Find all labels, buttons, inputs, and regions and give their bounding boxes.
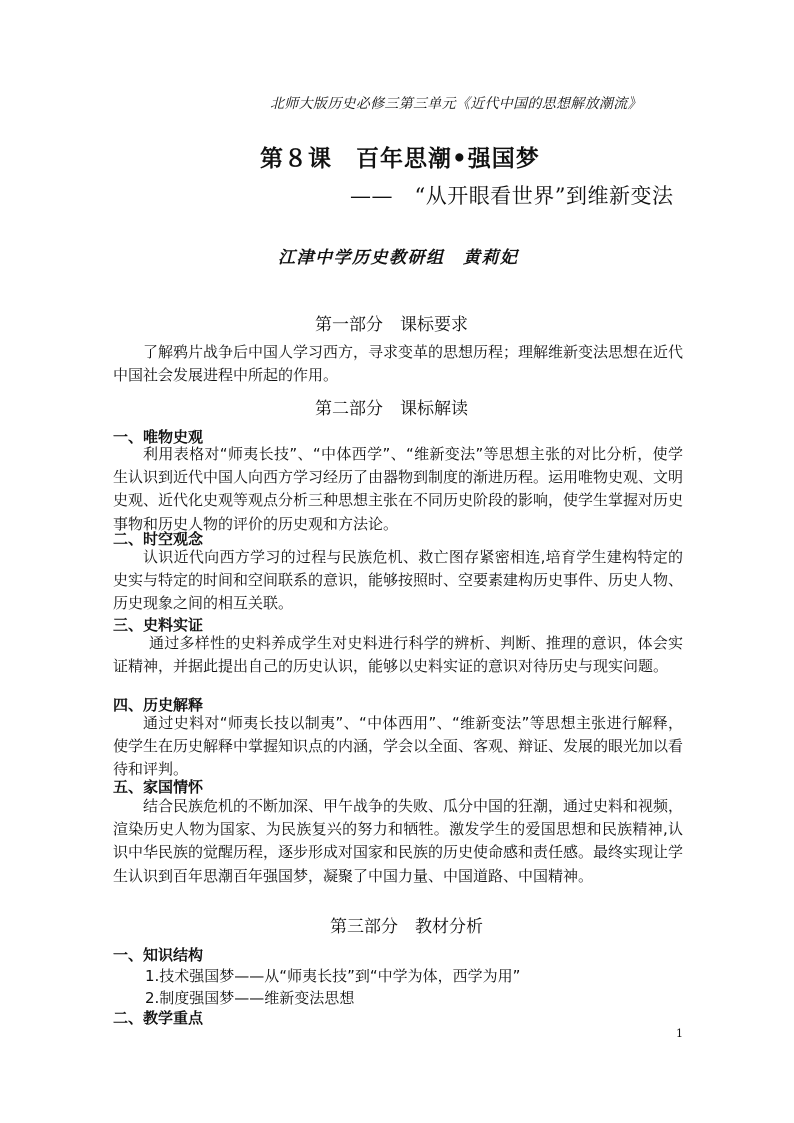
- page-title: 第８课 百年思潮•强国梦: [260, 145, 540, 172]
- section-text: 通过多样性的史料养成学生对史料进行科学的辨析、判断、推理的意识，体会实证精神，并据此提出自己的历史认识，能够以史料实证的意识对待历史与现实问题。: [113, 634, 683, 676]
- part3-heading: 第三部分 教材分析: [330, 917, 483, 937]
- section-text: 通过史料对“师夷长技以制夷”、“中体西用”、“维新变法”等思想主张进行解释，使学生在历史解释中掌握知识点的内涵，学会以全面、客观、辩证、发展的眼光加以看待和评判。: [113, 714, 684, 779]
- section-text: 结合民族危机的不断加深、甲午战争的失败、瓜分中国的狂潮，通过史料和视频，渲染历史人物为国家、为民族复兴的努力和牺牲。激发学生的爱国思想和民族精神,认识中华民族的觉醒历程，逐步形成对国家和民族的历史使命感和责任感。最终实现让学生认识到百年思潮百年强国梦，凝聚了中国力量、中国道路、中国精神。: [113, 797, 684, 885]
- section-title: 三、史料实证: [113, 616, 204, 634]
- section-title: 五、家国情怀: [113, 778, 204, 796]
- list-item: 1.技术强国梦——从“师夷长技”到“中学为体，西学为用”: [145, 967, 521, 985]
- page-number: 1: [676, 1027, 683, 1040]
- list-item: 2.制度强国梦——维新变法思想: [145, 989, 355, 1007]
- section-text: 利用表格对“师夷长技”、“中体西学”、“维新变法”等思想主张的对比分析，使学生认识到近代中国人向西方学习经历了由器物到制度的渐进历程。运用唯物史观、文明史观、近代化史观等观点分析三种思想主张在不同历史阶段的影响，使学生掌握对历史事物和历史人物的评价的历史观和方法论。: [113, 445, 684, 533]
- section-title: 二、时空观念: [113, 530, 204, 548]
- part2-heading: 第二部分 课标解读: [315, 399, 468, 419]
- section-title: 四、历史解释: [113, 696, 204, 714]
- section-title: 一、知识结构: [113, 946, 204, 964]
- page-subtitle: —— “从开眼看世界”到维新变法: [350, 184, 674, 208]
- part1-text: 了解鸦片战争后中国人学习西方，寻求变革的思想历程；理解维新变法思想在近代中国社会发展进程中所起的作用。: [113, 343, 684, 385]
- author-line: 江津中学历史教研组 黄莉妃: [278, 248, 519, 268]
- part1-heading: 第一部分 课标要求: [315, 315, 468, 335]
- section-text: 认识近代向西方学习的过程与民族危机、救亡图存紧密相连,培育学生建构特定的史实与特定的时间和空间联系的意识，能够按照时、空要素建构历史事件、历史人物、历史现象之间的相互关联。: [113, 548, 684, 613]
- header-note: 北师大版历史必修三第三单元《近代中国的思想解放潮流》: [270, 96, 642, 112]
- section-title: 二、教学重点: [113, 1009, 204, 1027]
- section-title: 一、唯物史观: [113, 428, 204, 446]
